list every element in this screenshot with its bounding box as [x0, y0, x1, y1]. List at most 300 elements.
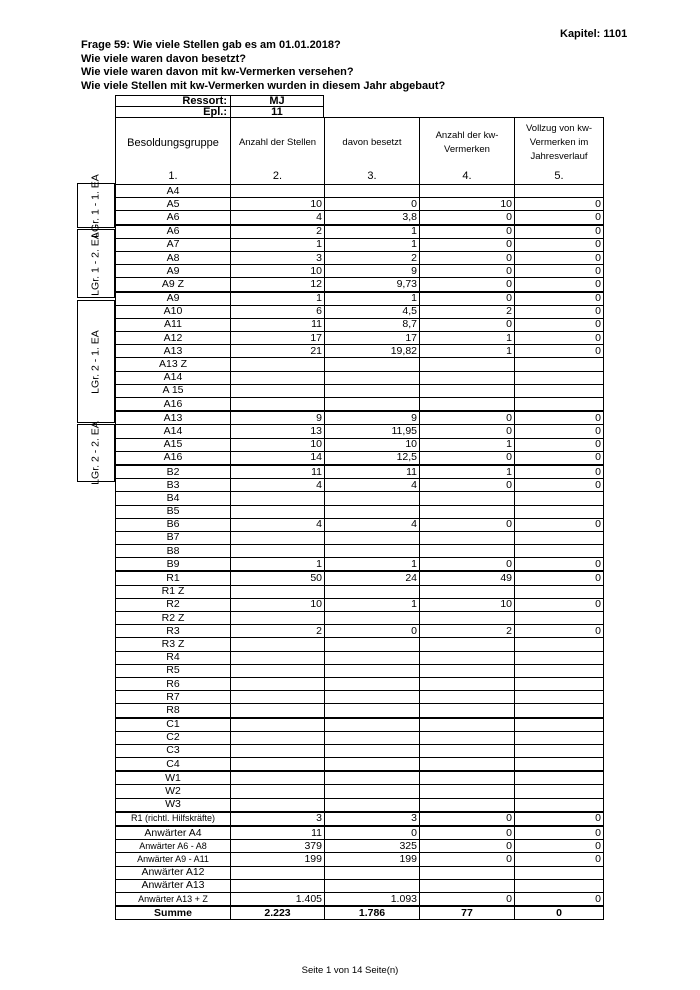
grade-cell: B4 — [116, 492, 231, 505]
table-row — [116, 438, 604, 451]
vollzug-cell — [515, 545, 604, 558]
kw-cell — [420, 638, 515, 651]
grade-cell: R8 — [116, 704, 231, 718]
stellen-cell — [231, 398, 325, 412]
vollzug-cell: 0 — [515, 479, 604, 492]
grade-cell: W2 — [116, 785, 231, 798]
table-row — [116, 664, 604, 677]
grade-cell: A16 — [116, 398, 231, 412]
table-row — [116, 198, 604, 211]
grade-cell: Anwärter A6 - A8 — [116, 840, 231, 853]
stellen-cell: 4 — [231, 479, 325, 492]
vollzug-cell — [515, 531, 604, 544]
table-row — [116, 744, 604, 757]
stellen-cell: 2 — [231, 625, 325, 638]
vollzug-cell — [515, 638, 604, 651]
vollzug-cell: 0 — [515, 518, 604, 531]
besetzt-cell: 325 — [325, 840, 420, 853]
besetzt-cell — [325, 185, 420, 198]
grade-cell: A14 — [116, 371, 231, 384]
stellen-cell — [231, 677, 325, 690]
vollzug-cell — [515, 384, 604, 397]
question-line: Frage 59: Wie viele Stellen gab es am 01.01.2018? — [81, 39, 341, 51]
grade-cell: A12 — [116, 332, 231, 345]
vollzug-cell — [515, 651, 604, 664]
besetzt-cell: 1 — [325, 225, 420, 239]
besetzt-cell: 24 — [325, 571, 420, 585]
table-row — [116, 251, 604, 264]
vollzug-cell: 0 — [515, 265, 604, 278]
kapitel-label: Kapitel: 1101 — [560, 28, 628, 40]
stellen-cell — [231, 731, 325, 744]
besetzt-cell: 3,8 — [325, 211, 420, 225]
table-row — [116, 758, 604, 772]
kw-cell: 1 — [420, 438, 515, 451]
grade-cell: R3 — [116, 625, 231, 638]
stellen-cell: 3 — [231, 812, 325, 826]
stellen-cell: 10 — [231, 438, 325, 451]
grade-cell: C4 — [116, 758, 231, 772]
grade-cell: A10 — [116, 305, 231, 318]
vollzug-cell — [515, 371, 604, 384]
stellen-cell: 11 — [231, 318, 325, 331]
kw-cell: 0 — [420, 479, 515, 492]
stellen-cell — [231, 185, 325, 198]
vollzug-cell: 0 — [515, 318, 604, 331]
kw-cell — [420, 384, 515, 397]
group-label: LGr. 1 - 1. EA — [77, 183, 115, 228]
vollzug-cell — [515, 585, 604, 598]
grade-cell: R4 — [116, 651, 231, 664]
kw-cell: 0 — [420, 265, 515, 278]
stellen-cell: 10 — [231, 265, 325, 278]
stellen-cell — [231, 492, 325, 505]
vollzug-cell: 0 — [515, 425, 604, 438]
kw-cell — [420, 879, 515, 892]
positions-table — [115, 117, 604, 920]
vollzug-cell: 0 — [515, 840, 604, 853]
stellen-cell: 1 — [231, 558, 325, 572]
kw-cell: 0 — [420, 840, 515, 853]
table-row — [116, 451, 604, 465]
besetzt-cell — [325, 691, 420, 704]
kw-cell: 0 — [420, 251, 515, 264]
grade-cell: A9 — [116, 292, 231, 306]
besetzt-cell: 9 — [325, 411, 420, 425]
table-row — [116, 571, 604, 585]
grade-cell: A9 Z — [116, 278, 231, 292]
besetzt-cell — [325, 704, 420, 718]
stellen-cell: 12 — [231, 278, 325, 292]
grade-cell: A13 Z — [116, 358, 231, 371]
table-row — [116, 826, 604, 840]
besetzt-cell — [325, 531, 420, 544]
vollzug-cell: 0 — [515, 892, 604, 906]
table-row — [116, 411, 604, 425]
besetzt-cell — [325, 651, 420, 664]
stellen-cell — [231, 691, 325, 704]
kw-cell: 1 — [420, 465, 515, 479]
stellen-cell: 1 — [231, 238, 325, 251]
grade-cell: Anwärter A9 - A11 — [116, 853, 231, 866]
kw-cell — [420, 785, 515, 798]
table-row — [116, 531, 604, 544]
grade-cell: A 15 — [116, 384, 231, 397]
table-row — [116, 879, 604, 892]
grade-cell: A9 — [116, 265, 231, 278]
vollzug-cell — [515, 758, 604, 772]
question-block — [81, 39, 445, 93]
stellen-cell — [231, 358, 325, 371]
stellen-cell — [231, 879, 325, 892]
column-header: Besoldungsgruppe 1. — [116, 118, 231, 185]
kw-cell: 0 — [420, 238, 515, 251]
vollzug-cell: 0 — [515, 571, 604, 585]
question-line: Wie viele waren davon besetzt? — [81, 52, 246, 65]
grade-cell: R3 Z — [116, 638, 231, 651]
besetzt-cell: 1 — [325, 558, 420, 572]
kw-cell: 2 — [420, 305, 515, 318]
grade-cell: R7 — [116, 691, 231, 704]
besetzt-cell: 8,7 — [325, 318, 420, 331]
kw-cell — [420, 664, 515, 677]
kw-cell — [420, 505, 515, 518]
grade-cell: Anwärter A13 — [116, 879, 231, 892]
grade-cell: A5 — [116, 198, 231, 211]
besetzt-cell: 0 — [325, 198, 420, 211]
table-row — [116, 598, 604, 611]
ressort-label: Ressort: — [115, 95, 231, 107]
kw-cell: 0 — [420, 278, 515, 292]
kw-cell — [420, 677, 515, 690]
besetzt-cell: 4 — [325, 518, 420, 531]
kw-cell: 1 — [420, 345, 515, 358]
vollzug-cell — [515, 785, 604, 798]
group-label: LGr. 1 - 2. EA — [77, 229, 115, 298]
vollzug-cell: 0 — [515, 812, 604, 826]
besetzt-cell: 3 — [325, 812, 420, 826]
kw-cell: 49 — [420, 571, 515, 585]
table-row — [116, 465, 604, 479]
besetzt-cell: 1 — [325, 598, 420, 611]
grade-cell: B5 — [116, 505, 231, 518]
question-line: Wie viele Stellen mit kw-Vermerken wurden in diesem Jahr abgebaut? — [81, 79, 446, 92]
kw-cell — [420, 744, 515, 757]
table-row — [116, 185, 604, 198]
table-row — [116, 785, 604, 798]
table-row — [116, 840, 604, 853]
grade-cell: A6 — [116, 225, 231, 239]
stellen-cell: 4 — [231, 518, 325, 531]
besetzt-cell: 4 — [325, 479, 420, 492]
besetzt-cell — [325, 744, 420, 757]
group-label: LGr. 2 - 2. EA — [77, 424, 115, 482]
grade-cell: C3 — [116, 744, 231, 757]
table-row — [116, 278, 604, 292]
kw-cell — [420, 371, 515, 384]
table-row — [116, 585, 604, 598]
besetzt-cell: 9 — [325, 265, 420, 278]
grade-cell: R1 — [116, 571, 231, 585]
stellen-cell — [231, 798, 325, 812]
kw-cell — [420, 531, 515, 544]
kw-cell — [420, 691, 515, 704]
table-row — [116, 691, 604, 704]
besetzt-cell — [325, 545, 420, 558]
vollzug-cell: 0 — [515, 292, 604, 306]
vollzug-cell: 0 — [515, 451, 604, 465]
besetzt-cell: 11,95 — [325, 425, 420, 438]
stellen-cell: 6 — [231, 305, 325, 318]
grade-cell: R1 (richtl. Hilfskräfte) — [116, 812, 231, 826]
grade-cell: B9 — [116, 558, 231, 572]
grade-cell: B7 — [116, 531, 231, 544]
besetzt-cell — [325, 664, 420, 677]
kw-cell: 0 — [420, 211, 515, 225]
table-row — [116, 771, 604, 785]
stellen-cell — [231, 638, 325, 651]
kw-cell — [420, 612, 515, 625]
ressort-value: MJ — [230, 95, 324, 107]
stellen-cell: 1 — [231, 292, 325, 306]
table-row — [116, 704, 604, 718]
page-footer: Seite 1 von 14 Seite(n) — [301, 965, 399, 976]
vollzug-cell — [515, 664, 604, 677]
besetzt-cell: 17 — [325, 332, 420, 345]
kw-cell: 2 — [420, 625, 515, 638]
kw-cell: 0 — [420, 411, 515, 425]
stellen-cell — [231, 505, 325, 518]
vollzug-cell — [515, 612, 604, 625]
table-row — [116, 625, 604, 638]
besetzt-cell — [325, 358, 420, 371]
sum-row — [116, 906, 604, 920]
grade-cell: W3 — [116, 798, 231, 812]
table-row — [116, 238, 604, 251]
kw-cell: 0 — [420, 812, 515, 826]
besetzt-cell: 11 — [325, 465, 420, 479]
table-row — [116, 545, 604, 558]
vollzug-cell — [515, 744, 604, 757]
kw-cell — [420, 798, 515, 812]
besetzt-cell: 4,5 — [325, 305, 420, 318]
vollzug-cell: 0 — [515, 211, 604, 225]
stellen-cell: 3 — [231, 251, 325, 264]
stellen-cell: 199 — [231, 853, 325, 866]
stellen-cell: 11 — [231, 465, 325, 479]
table-row — [116, 345, 604, 358]
table-row — [116, 305, 604, 318]
besetzt-cell — [325, 585, 420, 598]
stellen-cell — [231, 371, 325, 384]
grade-cell: B2 — [116, 465, 231, 479]
besetzt-cell: 19,82 — [325, 345, 420, 358]
table-row — [116, 211, 604, 225]
sum-label: Summe — [116, 906, 231, 920]
grade-cell: R6 — [116, 677, 231, 690]
stellen-cell: 17 — [231, 332, 325, 345]
kw-cell: 0 — [420, 853, 515, 866]
kw-cell — [420, 358, 515, 371]
sum-kw: 77 — [420, 906, 515, 920]
vollzug-cell — [515, 798, 604, 812]
stellen-cell: 13 — [231, 425, 325, 438]
kw-cell: 0 — [420, 292, 515, 306]
kw-cell — [420, 585, 515, 598]
table-row — [116, 731, 604, 744]
table-row — [116, 612, 604, 625]
besetzt-cell — [325, 866, 420, 879]
vollzug-cell: 0 — [515, 411, 604, 425]
vollzug-cell — [515, 771, 604, 785]
stellen-cell — [231, 785, 325, 798]
grade-cell: B6 — [116, 518, 231, 531]
vollzug-cell — [515, 718, 604, 732]
vollzug-cell: 0 — [515, 598, 604, 611]
besetzt-cell: 0 — [325, 826, 420, 840]
grade-cell: A4 — [116, 185, 231, 198]
kw-cell: 0 — [420, 892, 515, 906]
vollzug-cell — [515, 731, 604, 744]
besetzt-cell: 1 — [325, 238, 420, 251]
kw-cell — [420, 492, 515, 505]
vollzug-cell — [515, 866, 604, 879]
besetzt-cell: 2 — [325, 251, 420, 264]
vollzug-cell — [515, 691, 604, 704]
vollzug-cell: 0 — [515, 332, 604, 345]
vollzug-cell: 0 — [515, 251, 604, 264]
kw-cell: 10 — [420, 598, 515, 611]
sum-vollzug: 0 — [515, 906, 604, 920]
kw-cell: 0 — [420, 826, 515, 840]
kw-cell — [420, 718, 515, 732]
grade-cell: R1 Z — [116, 585, 231, 598]
grade-cell: C1 — [116, 718, 231, 732]
vollzug-cell — [515, 704, 604, 718]
besetzt-cell: 12,5 — [325, 451, 420, 465]
vollzug-cell: 0 — [515, 278, 604, 292]
kw-cell: 10 — [420, 198, 515, 211]
kw-cell: 0 — [420, 558, 515, 572]
grade-cell: B3 — [116, 479, 231, 492]
besetzt-cell — [325, 384, 420, 397]
table-row — [116, 558, 604, 572]
kw-cell: 0 — [420, 518, 515, 531]
besetzt-cell — [325, 731, 420, 744]
table-row — [116, 518, 604, 531]
besetzt-cell: 1.093 — [325, 892, 420, 906]
stellen-cell — [231, 585, 325, 598]
vollzug-cell: 0 — [515, 438, 604, 451]
stellen-cell: 2 — [231, 225, 325, 239]
vollzug-cell: 0 — [515, 238, 604, 251]
epl-value: 11 — [230, 106, 324, 118]
stellen-cell: 10 — [231, 198, 325, 211]
vollzug-cell — [515, 358, 604, 371]
grade-cell: Anwärter A13 + Z — [116, 892, 231, 906]
sum-stellen: 2.223 — [231, 906, 325, 920]
besetzt-cell — [325, 798, 420, 812]
table-row — [116, 398, 604, 412]
grade-cell: W1 — [116, 771, 231, 785]
grade-cell: C2 — [116, 731, 231, 744]
vollzug-cell: 0 — [515, 853, 604, 866]
column-header: Vollzug von kw-Vermerken im Jahresverlauf 5. — [515, 118, 604, 185]
grade-cell: Anwärter A12 — [116, 866, 231, 879]
vollzug-cell: 0 — [515, 225, 604, 239]
stellen-cell — [231, 664, 325, 677]
besetzt-cell — [325, 492, 420, 505]
kw-cell — [420, 731, 515, 744]
stellen-cell — [231, 704, 325, 718]
kw-cell — [420, 704, 515, 718]
table-row — [116, 812, 604, 826]
besetzt-cell: 9,73 — [325, 278, 420, 292]
table-row — [116, 638, 604, 651]
vollzug-cell: 0 — [515, 558, 604, 572]
grade-cell: A11 — [116, 318, 231, 331]
kw-cell: 0 — [420, 425, 515, 438]
table-row — [116, 798, 604, 812]
kw-cell — [420, 545, 515, 558]
grade-cell: A7 — [116, 238, 231, 251]
table-row — [116, 332, 604, 345]
table-row — [116, 651, 604, 664]
table-row — [116, 718, 604, 732]
vollzug-cell — [515, 492, 604, 505]
stellen-cell — [231, 545, 325, 558]
epl-label: Epl.: — [115, 106, 231, 118]
besetzt-cell — [325, 677, 420, 690]
grade-cell: R2 — [116, 598, 231, 611]
grade-cell: A8 — [116, 251, 231, 264]
stellen-cell — [231, 744, 325, 757]
kw-cell — [420, 771, 515, 785]
table-row — [116, 853, 604, 866]
besetzt-cell — [325, 371, 420, 384]
vollzug-cell: 0 — [515, 305, 604, 318]
kw-cell: 1 — [420, 332, 515, 345]
kw-cell — [420, 398, 515, 412]
vollzug-cell: 0 — [515, 625, 604, 638]
column-header: Anzahl der Stellen 2. — [231, 118, 325, 185]
kw-cell — [420, 651, 515, 664]
vollzug-cell — [515, 185, 604, 198]
grade-cell: R2 Z — [116, 612, 231, 625]
besetzt-cell: 10 — [325, 438, 420, 451]
besetzt-cell: 199 — [325, 853, 420, 866]
besetzt-cell — [325, 612, 420, 625]
besetzt-cell: 1 — [325, 292, 420, 306]
besetzt-cell: 0 — [325, 625, 420, 638]
stellen-cell — [231, 866, 325, 879]
table-row — [116, 677, 604, 690]
stellen-cell: 10 — [231, 598, 325, 611]
stellen-cell — [231, 718, 325, 732]
column-header: Anzahl der kw-Vermerken 4. — [420, 118, 515, 185]
stellen-cell: 1.405 — [231, 892, 325, 906]
stellen-cell: 14 — [231, 451, 325, 465]
header-row — [116, 118, 604, 185]
grade-cell: Anwärter A4 — [116, 826, 231, 840]
besetzt-cell — [325, 718, 420, 732]
stellen-cell: 21 — [231, 345, 325, 358]
besetzt-cell — [325, 638, 420, 651]
vollzug-cell: 0 — [515, 826, 604, 840]
table-row — [116, 225, 604, 239]
stellen-cell: 50 — [231, 571, 325, 585]
table-row — [116, 384, 604, 397]
